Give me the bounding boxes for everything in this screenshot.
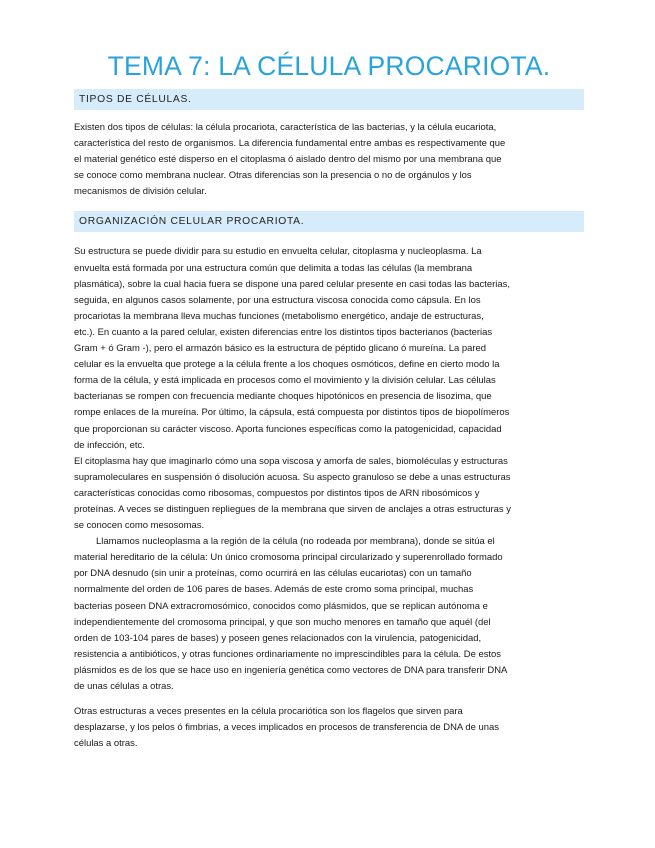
paragraph-nucleoplasma xyxy=(74,534,584,695)
text-line: bacterias poseen DNA extracromosómico, conocidos como plásmidos, que se replican autónoma e xyxy=(74,600,488,612)
text-line: normalmente del orden de 106 pares de bases. Además de este cromo soma principal, muchas xyxy=(74,584,474,596)
document-title: TEMA 7: LA CÉLULA PROCARIOTA. xyxy=(107,51,551,81)
text-line: etc.). En cuanto a la pared celular, existen diferencias entre los distintos tipos bacterianos (bacterias xyxy=(74,326,493,338)
text-line: Llamamos nucleoplasma a la región de la célula (no rodeada por membrana), donde se sitúa el xyxy=(96,536,495,548)
text-line: Gram + ó Gram -), pero el armazón básico es la estructura de péptido glicano ó mureína. La pared xyxy=(74,343,487,355)
section-heading-organizacion: ORGANIZACIÓN CELULAR PROCARIOTA. xyxy=(74,211,584,232)
text-line: proteínas. A veces se distinguen repliegues de la membrana que sirven de anclajes a otras estructuras y xyxy=(74,503,511,515)
text-line: células a otras. xyxy=(74,738,138,750)
text-line: resistencia a antibióticos, y otras funciones ordinariamente no imprescindibles para la célula. De estos xyxy=(74,648,502,660)
section-heading-tipos: TIPOS DE CÉLULAS. xyxy=(74,89,584,110)
text-line: Su estructura se puede dividir para su estudio en envuelta celular, citoplasma y nucleoplasma. La xyxy=(74,246,482,258)
text-line: se conocen como mesosomas. xyxy=(74,520,205,532)
text-line: plásmidos es de los que se hace uso en ingeniería genética como vectores de DNA para transferir DNA xyxy=(74,664,508,676)
text-line: material hereditario de la célula: Un único cromosoma principal circularizado y superenrollado formado xyxy=(74,552,503,564)
text-line: característica del resto de organismos. La diferencia fundamental entre ambas es respectivamente que xyxy=(74,138,506,150)
text-line: forma de la célula, y está implicada en procesos como el movimiento y la división celular. Las células xyxy=(74,375,496,387)
text-line: Otras estructuras a veces presentes en la célula procariótica son los flagelos que sirven para xyxy=(74,706,463,718)
document-page xyxy=(74,48,584,752)
paragraph-envuelta xyxy=(74,244,584,453)
text-line: se conoce como membrana nuclear. Otras diferencias son la presencia o no de orgánulos y los xyxy=(74,170,472,182)
text-line: el material genético esté disperso en el citoplasma ó aislado dentro del mismo por una membrana que xyxy=(74,154,502,166)
text-line: que proporcionan su carácter viscoso. Aporta funciones específicas como la patogenicidad, capacidad xyxy=(74,423,502,435)
text-line: bacterianas se rompen con frecuencia mediante choques hipotónicos en presencia de lisozima, que xyxy=(74,391,492,403)
text-line: características conocidas como ribosomas, compuestos por distintos tipos de ARN ribosómicos y xyxy=(74,487,480,499)
text-line: mecanismos de división celular. xyxy=(74,186,207,198)
text-line: Existen dos tipos de células: la célula procariota, característica de las bacterias, y la célula eucariota, xyxy=(74,122,497,133)
paragraph-citoplasma xyxy=(74,454,584,534)
paragraph-tipos-celulas xyxy=(74,120,584,200)
text-line: desplazarse, y los pelos ó fimbrias, a veces implicados en procesos de transferencia de DNA de unas xyxy=(74,722,499,734)
text-line: de infección, etc. xyxy=(74,439,145,451)
text-line: rompe enlaces de la mureína. Por último, la cápsula, está compuesta por distintos tipos de biopolímeros xyxy=(74,407,510,419)
paragraph-otras-estructuras xyxy=(74,704,584,752)
text-line: supramoleculares en suspensión ó disolución acuosa. Su aspecto granuloso se debe a unas estructuras xyxy=(74,471,511,483)
text-line: independientemente del cromosoma principal, y que son mucho menores en tamaño que aquél (del xyxy=(74,616,491,628)
text-line: procariotas la membrana lleva muchas funciones (metabolismo energético, andaje de estructuras, xyxy=(74,310,484,322)
text-line: seguida, en algunos casos solamente, por una estructura viscosa conocida como cápsula. En los xyxy=(74,294,481,306)
text-line: envuelta está formada por una estructura común que delimita a todas las células (la membrana xyxy=(74,262,473,274)
text-line: orden de 103-104 pares de bases) y poseen genes relacionados con la virulencia, patogenicidad, xyxy=(74,632,482,644)
text-line: celular es la envuelta que protege a la célula frente a los choques osmóticos, define en cierto modo la xyxy=(74,359,500,371)
text-line: por DNA desnudo (sin unir a proteínas, como ocurrirá en las células eucariotas) con un tamaño xyxy=(74,568,472,580)
text-line: El citoplasma hay que imaginarlo cómo una sopa viscosa y amorfa de sales, biomoléculas y estructuras xyxy=(74,455,508,467)
text-line: plasmática), sobre la cual hacia fuera se dispone una pared celular presente en casi todas las bacterias, xyxy=(74,278,510,290)
text-line: de unas células a otras. xyxy=(74,681,174,692)
